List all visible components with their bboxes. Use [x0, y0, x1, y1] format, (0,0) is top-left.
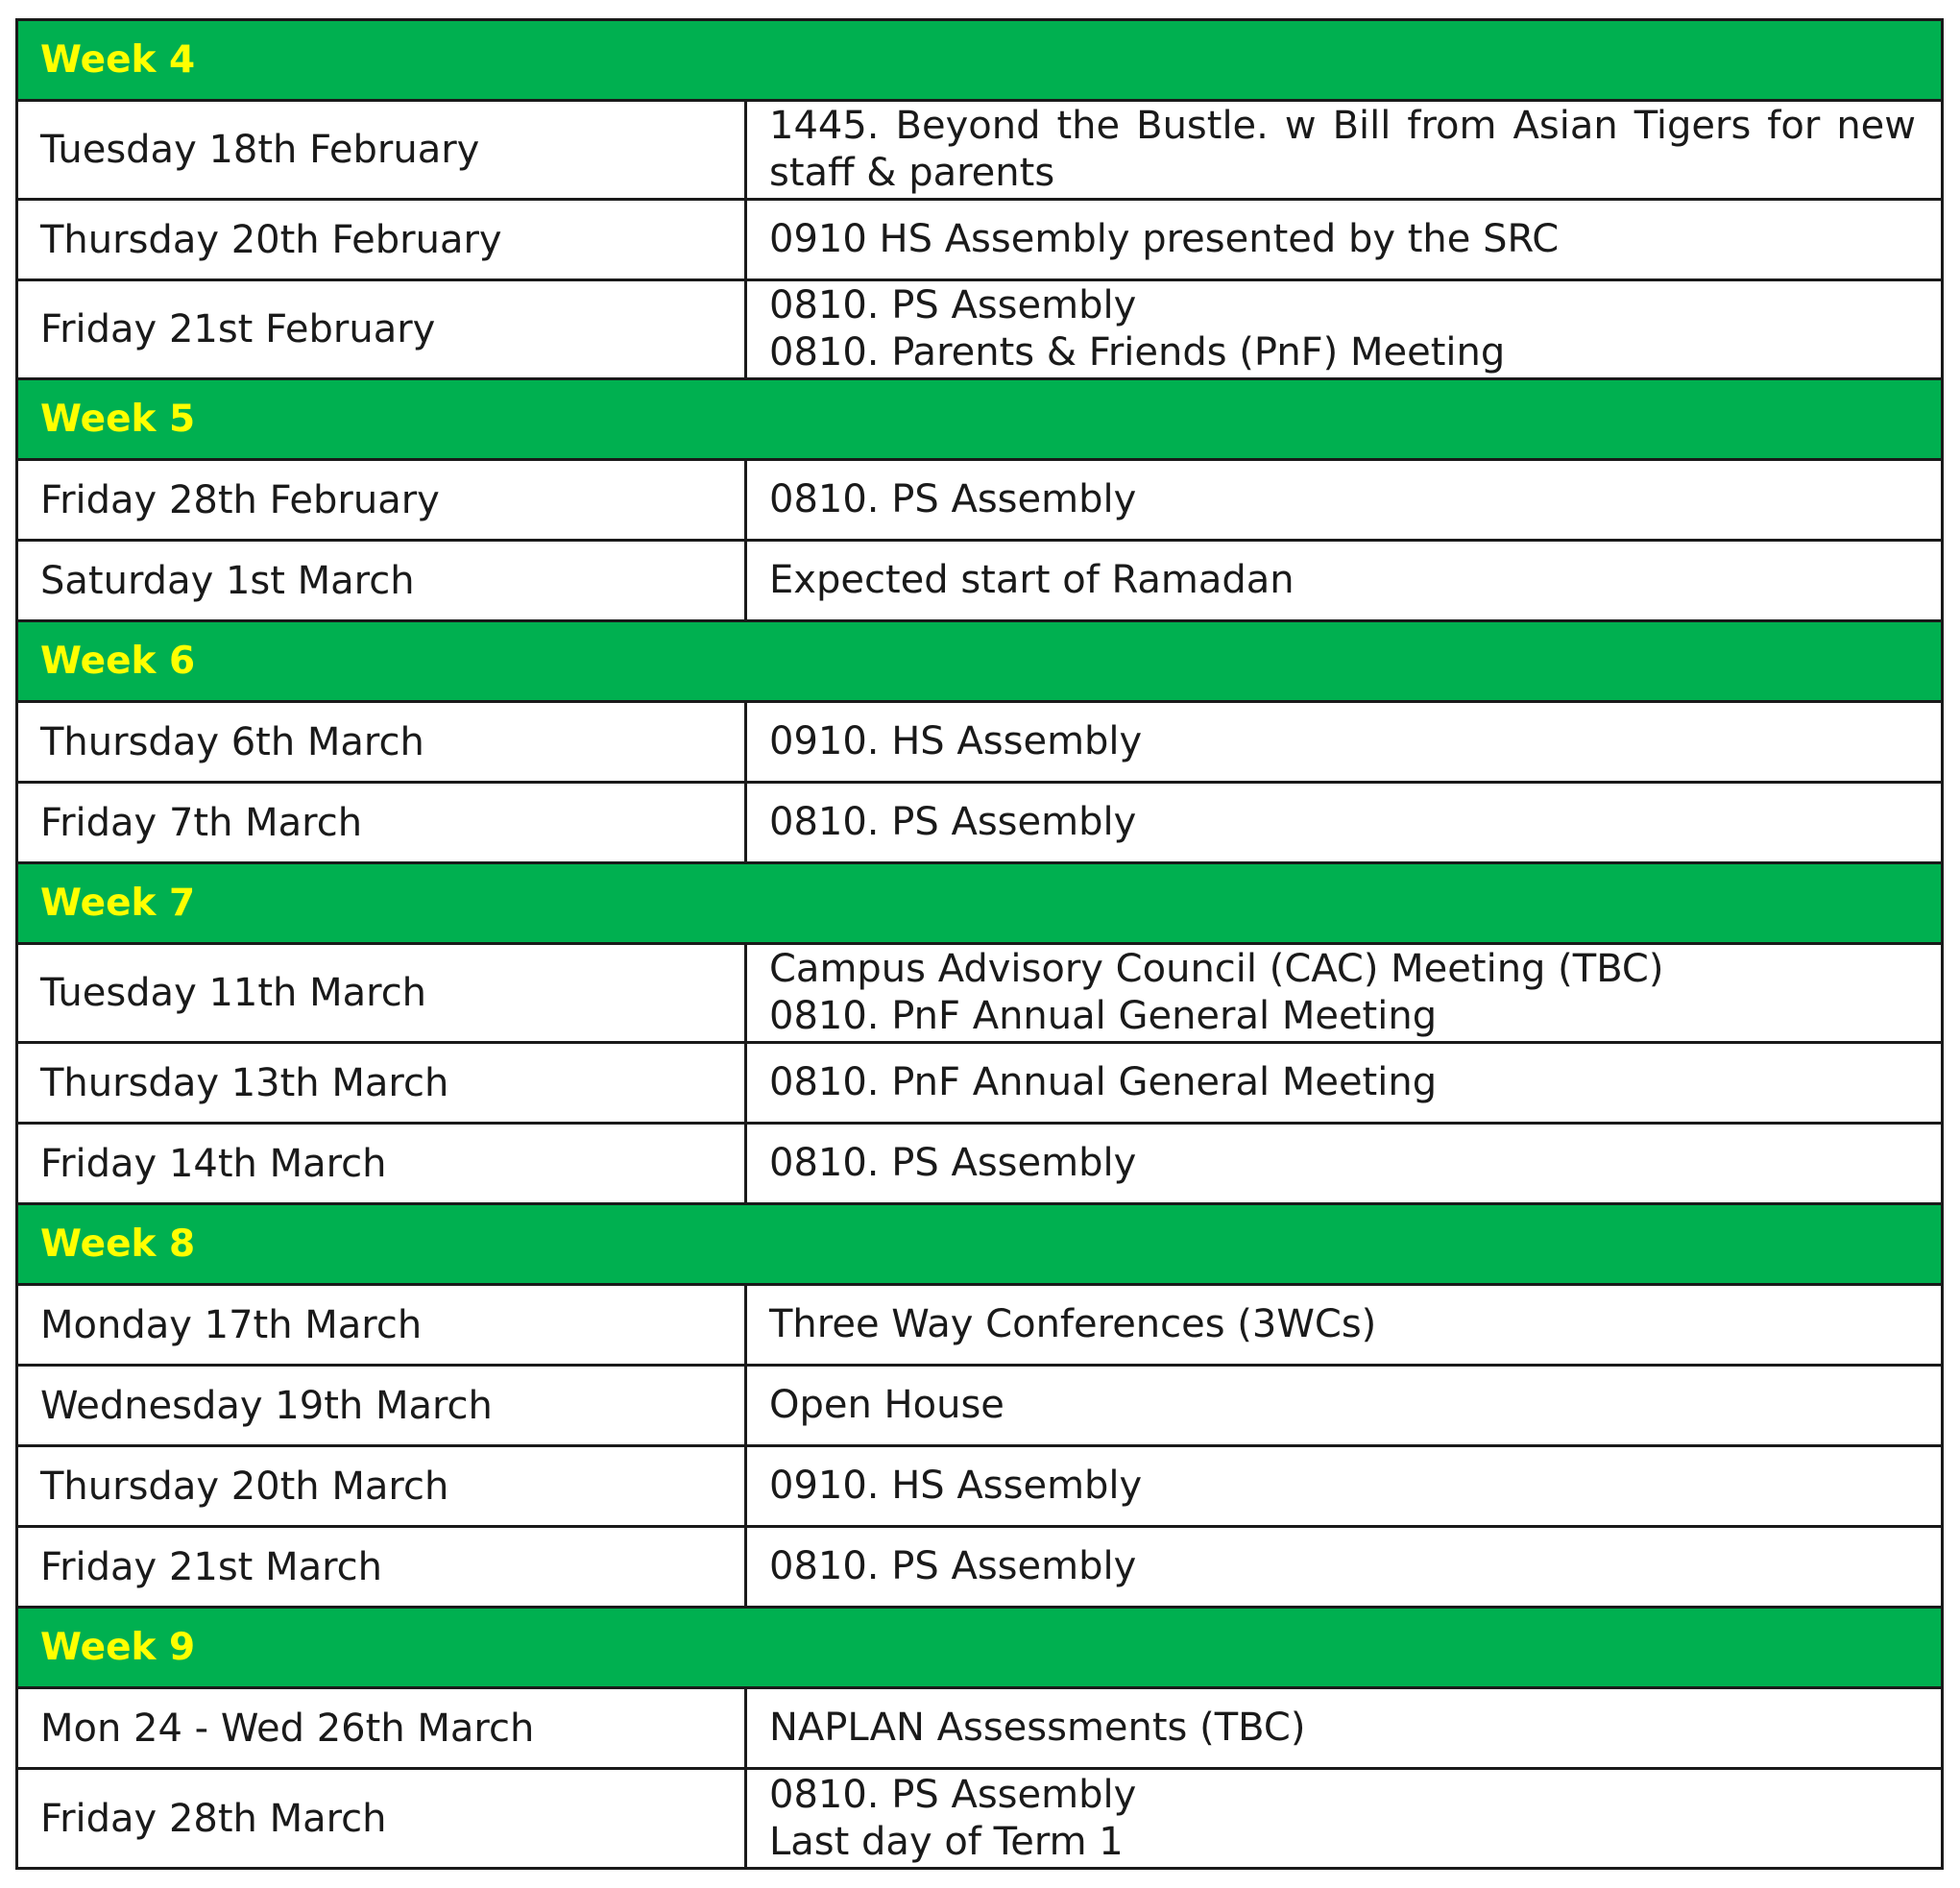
event-line: Open House	[769, 1383, 1004, 1427]
event-cell	[747, 945, 1941, 1041]
table-row	[18, 1447, 1941, 1528]
event-line: 0810. PnF Annual General Meeting	[769, 994, 1438, 1038]
event-line: 0810. PS Assembly	[769, 1544, 1137, 1588]
table-row	[18, 1770, 1941, 1867]
event-cell	[747, 1528, 1941, 1606]
table-row	[18, 945, 1941, 1044]
event-cell	[747, 461, 1941, 539]
week-header: Week 9	[18, 1609, 1941, 1689]
table-row	[18, 1286, 1941, 1367]
event-date: Friday 28th February	[18, 461, 747, 539]
event-cell	[747, 1770, 1941, 1867]
table-row	[18, 703, 1941, 784]
table-row	[18, 1044, 1941, 1125]
event-date: Friday 21st March	[18, 1528, 747, 1606]
week-header: Week 6	[18, 622, 1941, 703]
event-cell	[747, 784, 1941, 861]
event-date: Saturday 1st March	[18, 542, 747, 619]
event-line: 0910. HS Assembly	[769, 719, 1143, 763]
event-date: Thursday 13th March	[18, 1044, 747, 1122]
event-date: Friday 14th March	[18, 1125, 747, 1202]
event-cell	[747, 1367, 1941, 1444]
week-header: Week 5	[18, 380, 1941, 461]
event-date: Friday 21st February	[18, 281, 747, 377]
table-row	[18, 281, 1941, 380]
event-cell	[747, 1447, 1941, 1525]
event-line: 1445. Beyond the Bustle. w Bill from Asian Tigers for new staff & parents	[769, 104, 1916, 195]
week-header: Week 7	[18, 864, 1941, 945]
table-row	[18, 201, 1941, 281]
event-line: Last day of Term 1	[769, 1819, 1124, 1864]
table-row	[18, 542, 1941, 622]
table-row	[18, 1367, 1941, 1447]
event-cell	[747, 1044, 1941, 1122]
event-cell	[747, 1689, 1941, 1767]
event-line: 0910 HS Assembly presented by the SRC	[769, 217, 1560, 261]
table-row	[18, 1125, 1941, 1205]
event-line: 0810. PS Assembly	[769, 1772, 1137, 1817]
event-line: 0810. PnF Annual General Meeting	[769, 1060, 1438, 1104]
event-cell	[747, 703, 1941, 781]
event-line: 0810. PS Assembly	[769, 283, 1137, 327]
event-line: Campus Advisory Council (CAC) Meeting (TBC)	[769, 947, 1664, 991]
event-line: 0810. PS Assembly	[769, 800, 1137, 844]
event-cell	[747, 201, 1941, 278]
table-row	[18, 1689, 1941, 1770]
event-date: Mon 24 - Wed 26th March	[18, 1689, 747, 1767]
event-line: 0910. HS Assembly	[769, 1464, 1143, 1508]
event-cell	[747, 1286, 1941, 1364]
table-row	[18, 461, 1941, 542]
event-date: Thursday 20th March	[18, 1447, 747, 1525]
table-row	[18, 784, 1941, 864]
event-line: Three Way Conferences (3WCs)	[769, 1302, 1377, 1346]
table-row	[18, 102, 1941, 201]
event-date: Thursday 20th February	[18, 201, 747, 278]
event-date: Friday 7th March	[18, 784, 747, 861]
event-line: NAPLAN Assessments (TBC)	[769, 1706, 1306, 1750]
week-header: Week 8	[18, 1205, 1941, 1286]
event-cell	[747, 542, 1941, 619]
calendar-table	[15, 18, 1944, 1870]
table-row	[18, 1528, 1941, 1609]
event-date: Friday 28th March	[18, 1770, 747, 1867]
event-line: 0810. PS Assembly	[769, 477, 1137, 521]
event-date: Thursday 6th March	[18, 703, 747, 781]
event-line: Expected start of Ramadan	[769, 558, 1295, 602]
week-header: Week 4	[18, 21, 1941, 102]
event-line: 0810. PS Assembly	[769, 1141, 1137, 1185]
event-line: 0810. Parents & Friends (PnF) Meeting	[769, 330, 1506, 375]
event-cell	[747, 102, 1941, 198]
event-date: Wednesday 19th March	[18, 1367, 747, 1444]
event-date: Monday 17th March	[18, 1286, 747, 1364]
event-date: Tuesday 18th February	[18, 102, 747, 198]
event-date: Tuesday 11th March	[18, 945, 747, 1041]
event-cell	[747, 1125, 1941, 1202]
event-cell	[747, 281, 1941, 377]
